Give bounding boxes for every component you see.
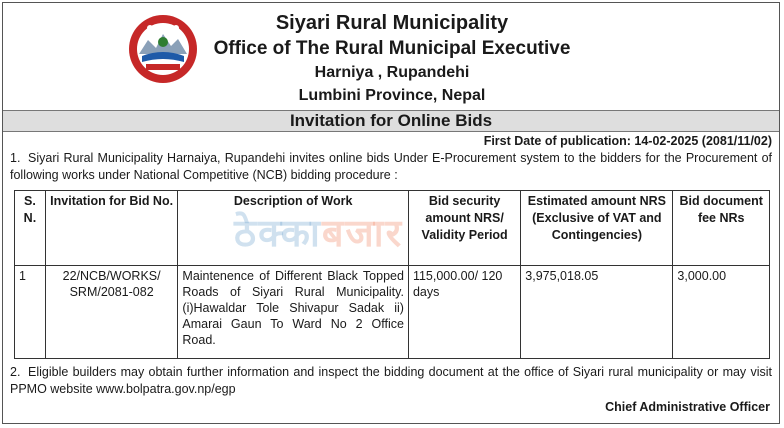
watermark-part-1: ठेक्का	[234, 213, 322, 255]
col-header-description: Description of Work	[178, 191, 409, 266]
cell-bid-no: 22/NCB/WORKS/ SRM/2081-082	[45, 266, 178, 359]
paragraph-1	[10, 150, 772, 184]
paragraph-2-text: Eligible builders may obtain further information and inspect the bidding document at the office of Siyari rural municipality or may visit PPMO website www.bolpatra.gov.np/egp	[10, 365, 772, 396]
col-header-estimate: Estimated amount NRS (Exclusive of VAT and Contingencies)	[521, 191, 673, 266]
watermark-part-2: बजार	[321, 213, 404, 255]
publication-date: First Date of publication: 14-02-2025 (2081/11/02)	[483, 134, 772, 148]
paragraph-2-number: 2.	[10, 365, 21, 379]
cell-estimate: 3,975,018.05	[521, 266, 673, 359]
notice-title: Invitation for Online Bids	[289, 111, 493, 130]
municipality-name: Siyari Rural Municipality	[275, 12, 509, 34]
paragraph-1-number: 1.	[10, 151, 21, 165]
cell-fee: 3,000.00	[673, 266, 770, 359]
col-header-bid-no: Invitation for Bid No.	[45, 191, 178, 266]
notice-title-bar	[3, 110, 779, 132]
office-name: Office of The Rural Municipal Executive	[213, 38, 571, 59]
col-header-fee: Bid document fee NRs	[673, 191, 770, 266]
cell-description: Maintenence of Different Black Topped Roads of Siyari Rural Municipality. (i)Hawaldar Tole Shivapur Sadak ii) Amarai Gaun To Ward No 2 Office Road.	[178, 266, 409, 359]
cell-sn: 1	[15, 266, 46, 359]
col-header-security: Bid security amount NRS/ Validity Period	[408, 191, 520, 266]
province-name: Lumbini Province, Nepal	[298, 87, 486, 104]
table-header-row	[15, 191, 770, 266]
paragraph-2	[10, 364, 772, 398]
cell-security: 115,000.00/ 120 days	[408, 266, 520, 359]
col-header-sn: S. N.	[15, 191, 46, 266]
office-address: Harniya , Rupandehi	[314, 64, 470, 81]
paragraph-1-text: Siyari Rural Municipality Harnaiya, Rupandehi invites online bids Under E-Procurement system to the bidders for the Procurement of following works under National Competitive (NCB) bidding procedure :	[10, 151, 772, 182]
signoff: Chief Administrative Officer	[605, 400, 770, 414]
table-row	[15, 266, 770, 359]
bids-table	[14, 190, 770, 359]
